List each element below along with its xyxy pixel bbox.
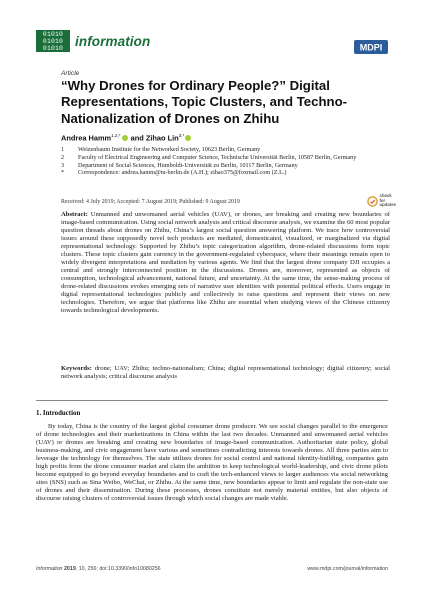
journal-logo-icon: 01010 01010 01010 [36, 30, 70, 52]
keywords [61, 365, 390, 381]
article-type: Article [61, 70, 80, 77]
footer-url-link[interactable]: www.mdpi.com/journal/information [307, 566, 388, 572]
affiliation-key: * [61, 169, 65, 177]
affiliation-item [61, 154, 381, 162]
affiliation-item [61, 162, 381, 170]
affiliation-key: 3 [61, 161, 65, 169]
author-line [61, 133, 192, 142]
affiliation-key: 1 [61, 146, 65, 153]
author-joiner: and [130, 133, 144, 143]
section-divider [36, 400, 388, 401]
affiliations [61, 146, 381, 177]
affiliation-key: 2 [61, 153, 65, 161]
affiliation-text: Department of Social Sciences, Humboldt-Universität zu Berlin, 10117 Berlin, Germany [78, 161, 298, 169]
journal-name: information [75, 33, 151, 49]
mdpi-logo-icon[interactable] [354, 40, 388, 54]
author-name[interactable]: Zihao Lin [145, 133, 179, 143]
journal-logo[interactable] [36, 30, 150, 52]
affiliation-item [61, 169, 381, 177]
correspondence-text[interactable]: Correspondence: andrea.hamm@tu-berlin.de (A.H.); zihao375@foxmail.com (Z.L.) [78, 169, 287, 177]
author-name[interactable]: Andrea Hamm [61, 133, 112, 143]
affiliation-text: Weizenbaum Institute for the Networked Society, 10623 Berlin, Germany [78, 146, 261, 153]
abstract-text: Unmanned and unwomaned aerial vehicles (UAV), or drones, are breaking and creating new boundaries of image-based communication. Using social network analysis and critical discourse analysis, we examine the 60 most popular question threads about drones on Zhihu, China’s largest social question answering platform. We trace how controversial issues around these supposedly novel tech products are mediated, domesticated, visualized, or marginalized via digital representational technology. Supported by Zhihu’s topic categorization algorithm, drone-related discussions form topic clusters. These topic clusters gain currency in the government-regulated cyberspace, where their meanings remain open to widely divergent interpretations and mediation by various agents. We find that the largest drone company DJI occupies a central and strongly interconnected position in the discussions. Drones are, moreover, represented as objects of consumption, technological advancement, national future, and uncertainty. At the same time, the sense-making process of drone-related discussions evokes emerging sets of narrative user identities with potential political effects. Users engage in digital representational technologies publicly and collectively to raise questions and represent their views on new technologies. Therefore, we argue that platforms like Zhihu are essential when studying views of the Chinese citizenry towards technological developments. [61, 211, 390, 315]
svg-text:MDPI: MDPI [359, 42, 383, 53]
affiliation-text: Faculty of Electrical Engineering and Computer Science, Technische Universität Berlin, 10587 Berlin, Germany [78, 153, 357, 161]
author-superscript: 1,2,* [111, 133, 121, 138]
section-heading: 1. Introduction [36, 410, 81, 417]
keywords-text: drone; UAV; Zhihu; techno-nationalism; China; digital representational technology; digital citizenry; social network analysis; critical discourse analysis [61, 365, 390, 381]
orcid-icon[interactable] [122, 135, 128, 141]
check-updates-icon [367, 196, 378, 207]
article-title: “Why Drones for Ordinary People?” Digital Representations, Topic Clusters, and Techno-Nationalization of Drones on Zhihu [61, 78, 348, 126]
affiliation-item [61, 146, 381, 154]
footer-citation: Information 2019, 10, 256; doi:10.3390/info10080256 [36, 566, 161, 572]
check-for-updates-badge[interactable]: check for updates [367, 194, 395, 208]
section-body: By today, China is the country of the largest global consumer drone producer. We see social changes parallel to the emergence of drone technologies and their marketizations in China within the last two decades. Unmanned and unwomaned aerial vehicles (UAV) or drones are breaking and creating new boundaries of image-based communication. Authoritarian state policy, global business-making, and civic engagement have various and sometimes contradicting interests towards drones. All three parties aim to leverage the technology for themselves. The state utilizes drones for social control and national identity-building, companies gain high profits from the drone consumer market and claim the ambition to keep technological world-leadership, and civic drone pilots become equipped to go beyond everyday boundaries and to craft the tech-enhanced views to larger audiences via social networking sites (SNS) such as Sina Weibo, WeChat, or Zhihu. At the same time, new boundaries appear to limit and regulate the non-state use of drones and their dissemination. During these processes, drones constitute not merely material entities, but also objects of discourse raising clusters of controversial issues through which social changes are made viable. [36, 423, 388, 503]
publication-dates: Received: 4 July 2019; Accepted: 7 August 2019; Published: 9 August 2019 [61, 199, 240, 205]
author-superscript: 3,* [178, 133, 185, 138]
abstract-label: Abstract: [61, 211, 88, 218]
abstract [61, 211, 390, 315]
keywords-label: Keywords: [61, 365, 92, 372]
orcid-icon[interactable] [185, 135, 191, 141]
